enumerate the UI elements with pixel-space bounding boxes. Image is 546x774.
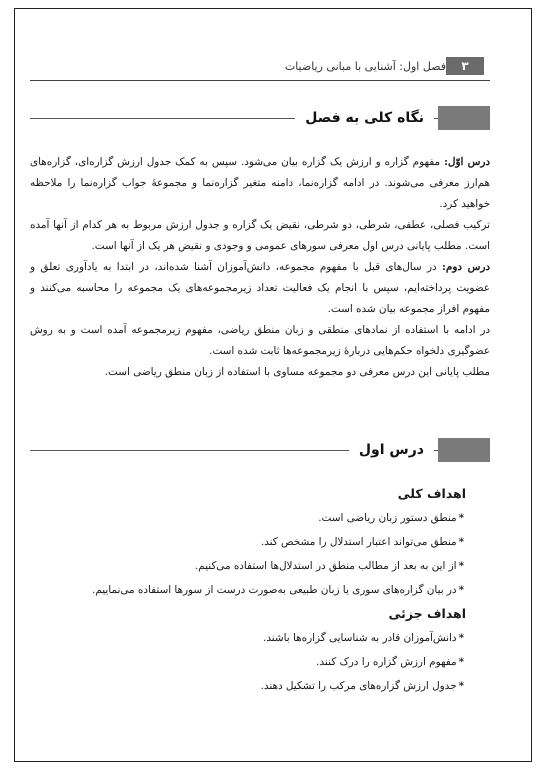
paragraph — [30, 257, 490, 320]
list-item — [30, 530, 464, 554]
overview-heading — [30, 104, 490, 134]
list-item-text: دانش‌آموزان قادر به شناسایی گزاره‌ها باشند. — [263, 632, 457, 644]
paragraph — [30, 362, 490, 383]
list-item-text: از این به بعد از مطالب منطق در استدلال‌ها استفاده می‌کنیم. — [194, 560, 457, 572]
paragraph-text: در ادامه با استفاده از نمادهای منطقی و زبان منطق ریاضی، مفهوم زیرمجموعه آمده است و به روش عضوگیری دلخواه حکم‌هایی دربارهٔ زیرمجموعه‌ها ثابت شده است. — [30, 324, 490, 357]
bullet-star: * — [458, 584, 464, 596]
list-item — [30, 650, 464, 674]
general-objectives-heading: اهداف کلی — [397, 486, 466, 501]
bullet-star: * — [458, 632, 464, 644]
running-title: فصل اول: آشنایی با مبانی ریاضیات — [284, 59, 446, 73]
paragraph-text: ترکیب فصلی، عطفی، شرطی، دو شرطی، نقیض یک گزاره و جدول ارزش مربوط به هر کدام از آنها آمده است. مطلب پایانی درس اول معرفی سورهای عمومی و وجودی و نقیض هر یک از آنها است. — [30, 219, 490, 252]
specific-objectives — [30, 602, 490, 698]
overview-title: نگاه کلی به فصل — [295, 104, 434, 132]
specific-objectives-list — [30, 626, 490, 698]
list-item-text: در بیان گزاره‌های سوری یا زبان طبیعی به‌صورت درست از سورها استفاده می‌نماییم. — [92, 584, 457, 596]
list-item-text: منطق دستور زبان ریاضی است. — [318, 512, 457, 524]
list-item — [30, 626, 464, 650]
specific-objectives-heading: اهداف جزئی — [388, 606, 466, 621]
overview-body — [30, 152, 490, 383]
page-number: ۳ — [446, 57, 484, 75]
bullet-star: * — [458, 536, 464, 548]
general-objectives-list — [30, 506, 490, 602]
list-item-text: مفهوم ارزش گزاره را درک کنند. — [316, 656, 457, 668]
running-header — [30, 52, 490, 80]
lesson-heading — [30, 436, 490, 466]
list-item — [30, 674, 464, 698]
general-objectives — [30, 482, 490, 602]
heading-block — [438, 106, 490, 130]
heading-block — [438, 438, 490, 462]
list-item-text: منطق می‌تواند اعتبار استدلال را مشخص کند. — [260, 536, 457, 548]
bullet-star: * — [458, 680, 464, 692]
lesson-title: درس اول — [349, 436, 434, 464]
paragraph-text: در سال‌های قبل با مفهوم مجموعه، دانش‌آموزان آشنا شده‌اند، در ابتدا به یادآوری تعلق و عضویت پرداخته‌ایم، سپس با انجام یک فعالیت تعداد زیرمجموعه‌های یک مجموعه را محاسبه می‌کنند و مفهوم افراز مجموعه بیان شده است. — [30, 261, 490, 315]
paragraph-text: مطلب پایانی این درس معرفی دو مجموعه مساوی با استفاده از زبان منطق ریاضی است. — [104, 366, 490, 378]
bullet-star: * — [458, 656, 464, 668]
bullet-star: * — [458, 512, 464, 524]
paragraph-lead: درس دوم: — [442, 261, 490, 273]
paragraph-text: مفهوم گزاره و ارزش یک گزاره بیان می‌شود. سپس به کمک جدول ارزش گزاره‌ای، گزاره‌های هم‌ارز معرفی می‌شوند. در ادامه گزاره‌نما، دامنه متغیر گزاره‌نما و مجموعهٔ جواب گزاره‌نما را ملاحظه خواهید کرد. — [30, 156, 490, 210]
paragraph-lead: درس اوّل: — [444, 156, 490, 168]
list-item — [30, 506, 464, 530]
paragraph — [30, 152, 490, 215]
list-item-text: جدول ارزش گزاره‌های مرکب را تشکیل دهند. — [260, 680, 457, 692]
list-item — [30, 554, 464, 578]
paragraph — [30, 215, 490, 257]
bullet-star: * — [458, 560, 464, 572]
header-rule — [30, 80, 490, 81]
list-item — [30, 578, 464, 602]
paragraph — [30, 320, 490, 362]
